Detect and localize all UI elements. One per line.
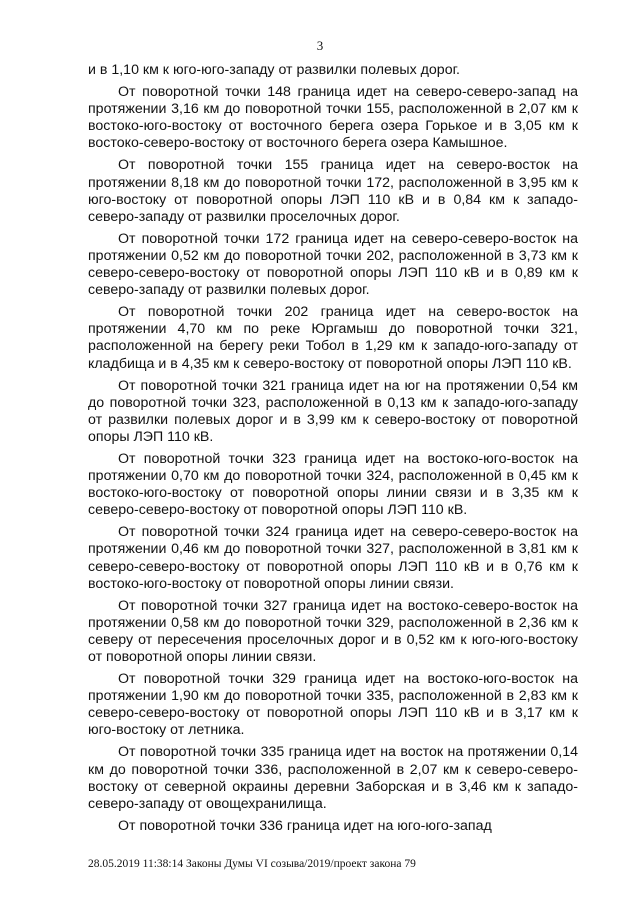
paragraph: От поворотной точки 172 граница идет на северо-северо-восток на протяжении 0,52 км до поворотной точки 202, расположенной в 3,73 км к северо-северо-востоку от поворотной опоры ЛЭП 110 кВ и в 0,89 км к северо-западу от развилки полевых дорог. [88,230,578,299]
paragraph: От поворотной точки 329 граница идет на востоко-юго-восток на протяжении 1,90 км до поворотной точки 335, расположенной в 2,83 км к северо-северо-востоку от поворотной опоры ЛЭП 110 кВ и в 3,17 км к юго-востоку от летника. [88,671,578,739]
paragraph: От поворотной точки 321 граница идет на юг на протяжении 0,54 км до поворотной точки 323, расположенной в 0,13 км к западо-юго-западу от развилки полевых дорог и в 3,99 км к северо-востоку от поворотной опоры ЛЭП 110 кВ. [88,377,578,445]
paragraph: От поворотной точки 155 граница идет на северо-восток на протяжении 8,18 км до поворотной точки 172, расположенной в 3,95 км к юго-востоку от поворотной опоры ЛЭП 110 кВ и в 0,84 км к западо-северо-западу от развилки проселочных дорог. [88,157,578,225]
paragraph: От поворотной точки 336 граница идет на юго-юго-запад [118,817,492,834]
page-number: 3 [316,38,324,53]
document-footer: 28.05.2019 11:38:14 Законы Думы VI созыва/2019/проект закона 79 [88,858,416,870]
paragraph: От поворотной точки 202 граница идет на северо-восток на протяжении 4,70 км по реке Юргамыш до поворотной точки 321, расположенной на берегу реки Тобол в 1,29 км к западо-юго-западу от кладбища и в 4,35 км к северо-востоку от поворотной опоры ЛЭП 110 кВ. [88,304,578,372]
paragraph: От поворотной точки 148 граница идет на северо-северо-запад на протяжении 3,16 км до поворотной точки 155, расположенной в 2,07 км к востоко-юго-востоку от восточного берега озера Горькое и в 3,05 км к востоко-северо-востоку от восточного берега озера Камышное. [88,84,578,152]
document-body [88,62,578,840]
paragraph: От поворотной точки 323 граница идет на востоко-юго-восток на протяжении 0,70 км до поворотной точки 324, расположенной в 0,45 км к востоко-юго-востоку от поворотной опоры линии связи и в 3,35 км к северо-северо-востоку от поворотной опоры ЛЭП 110 кВ. [88,450,578,519]
paragraph: От поворотной точки 327 граница идет на востоко-северо-восток на протяжении 0,58 км до поворотной точки 329, расположенной в 2,36 км к северу от пересечения проселочных дорог и в 0,52 км к юго-юго-востоку от поворотной опоры линии связи. [88,597,578,665]
paragraph: От поворотной точки 324 граница идет на северо-северо-восток на протяжении 0,46 км до поворотной точки 327, расположенной в 3,81 км к северо-северо-востоку от поворотной опоры ЛЭП 110 кВ и в 0,76 км к востоко-юго-востоку от поворотной опоры линии связи. [88,524,578,592]
paragraph: и в 1,10 км к юго-юго-западу от развилки полевых дорог. [88,62,460,78]
paragraph: От поворотной точки 335 граница идет на восток на протяжении 0,14 км до поворотной точки 336, расположенной в 2,07 км к северо-северо-востоку от северной окраины деревни Заборская и в 3,46 км к западо-северо-западу от овощехранилища. [88,744,578,812]
